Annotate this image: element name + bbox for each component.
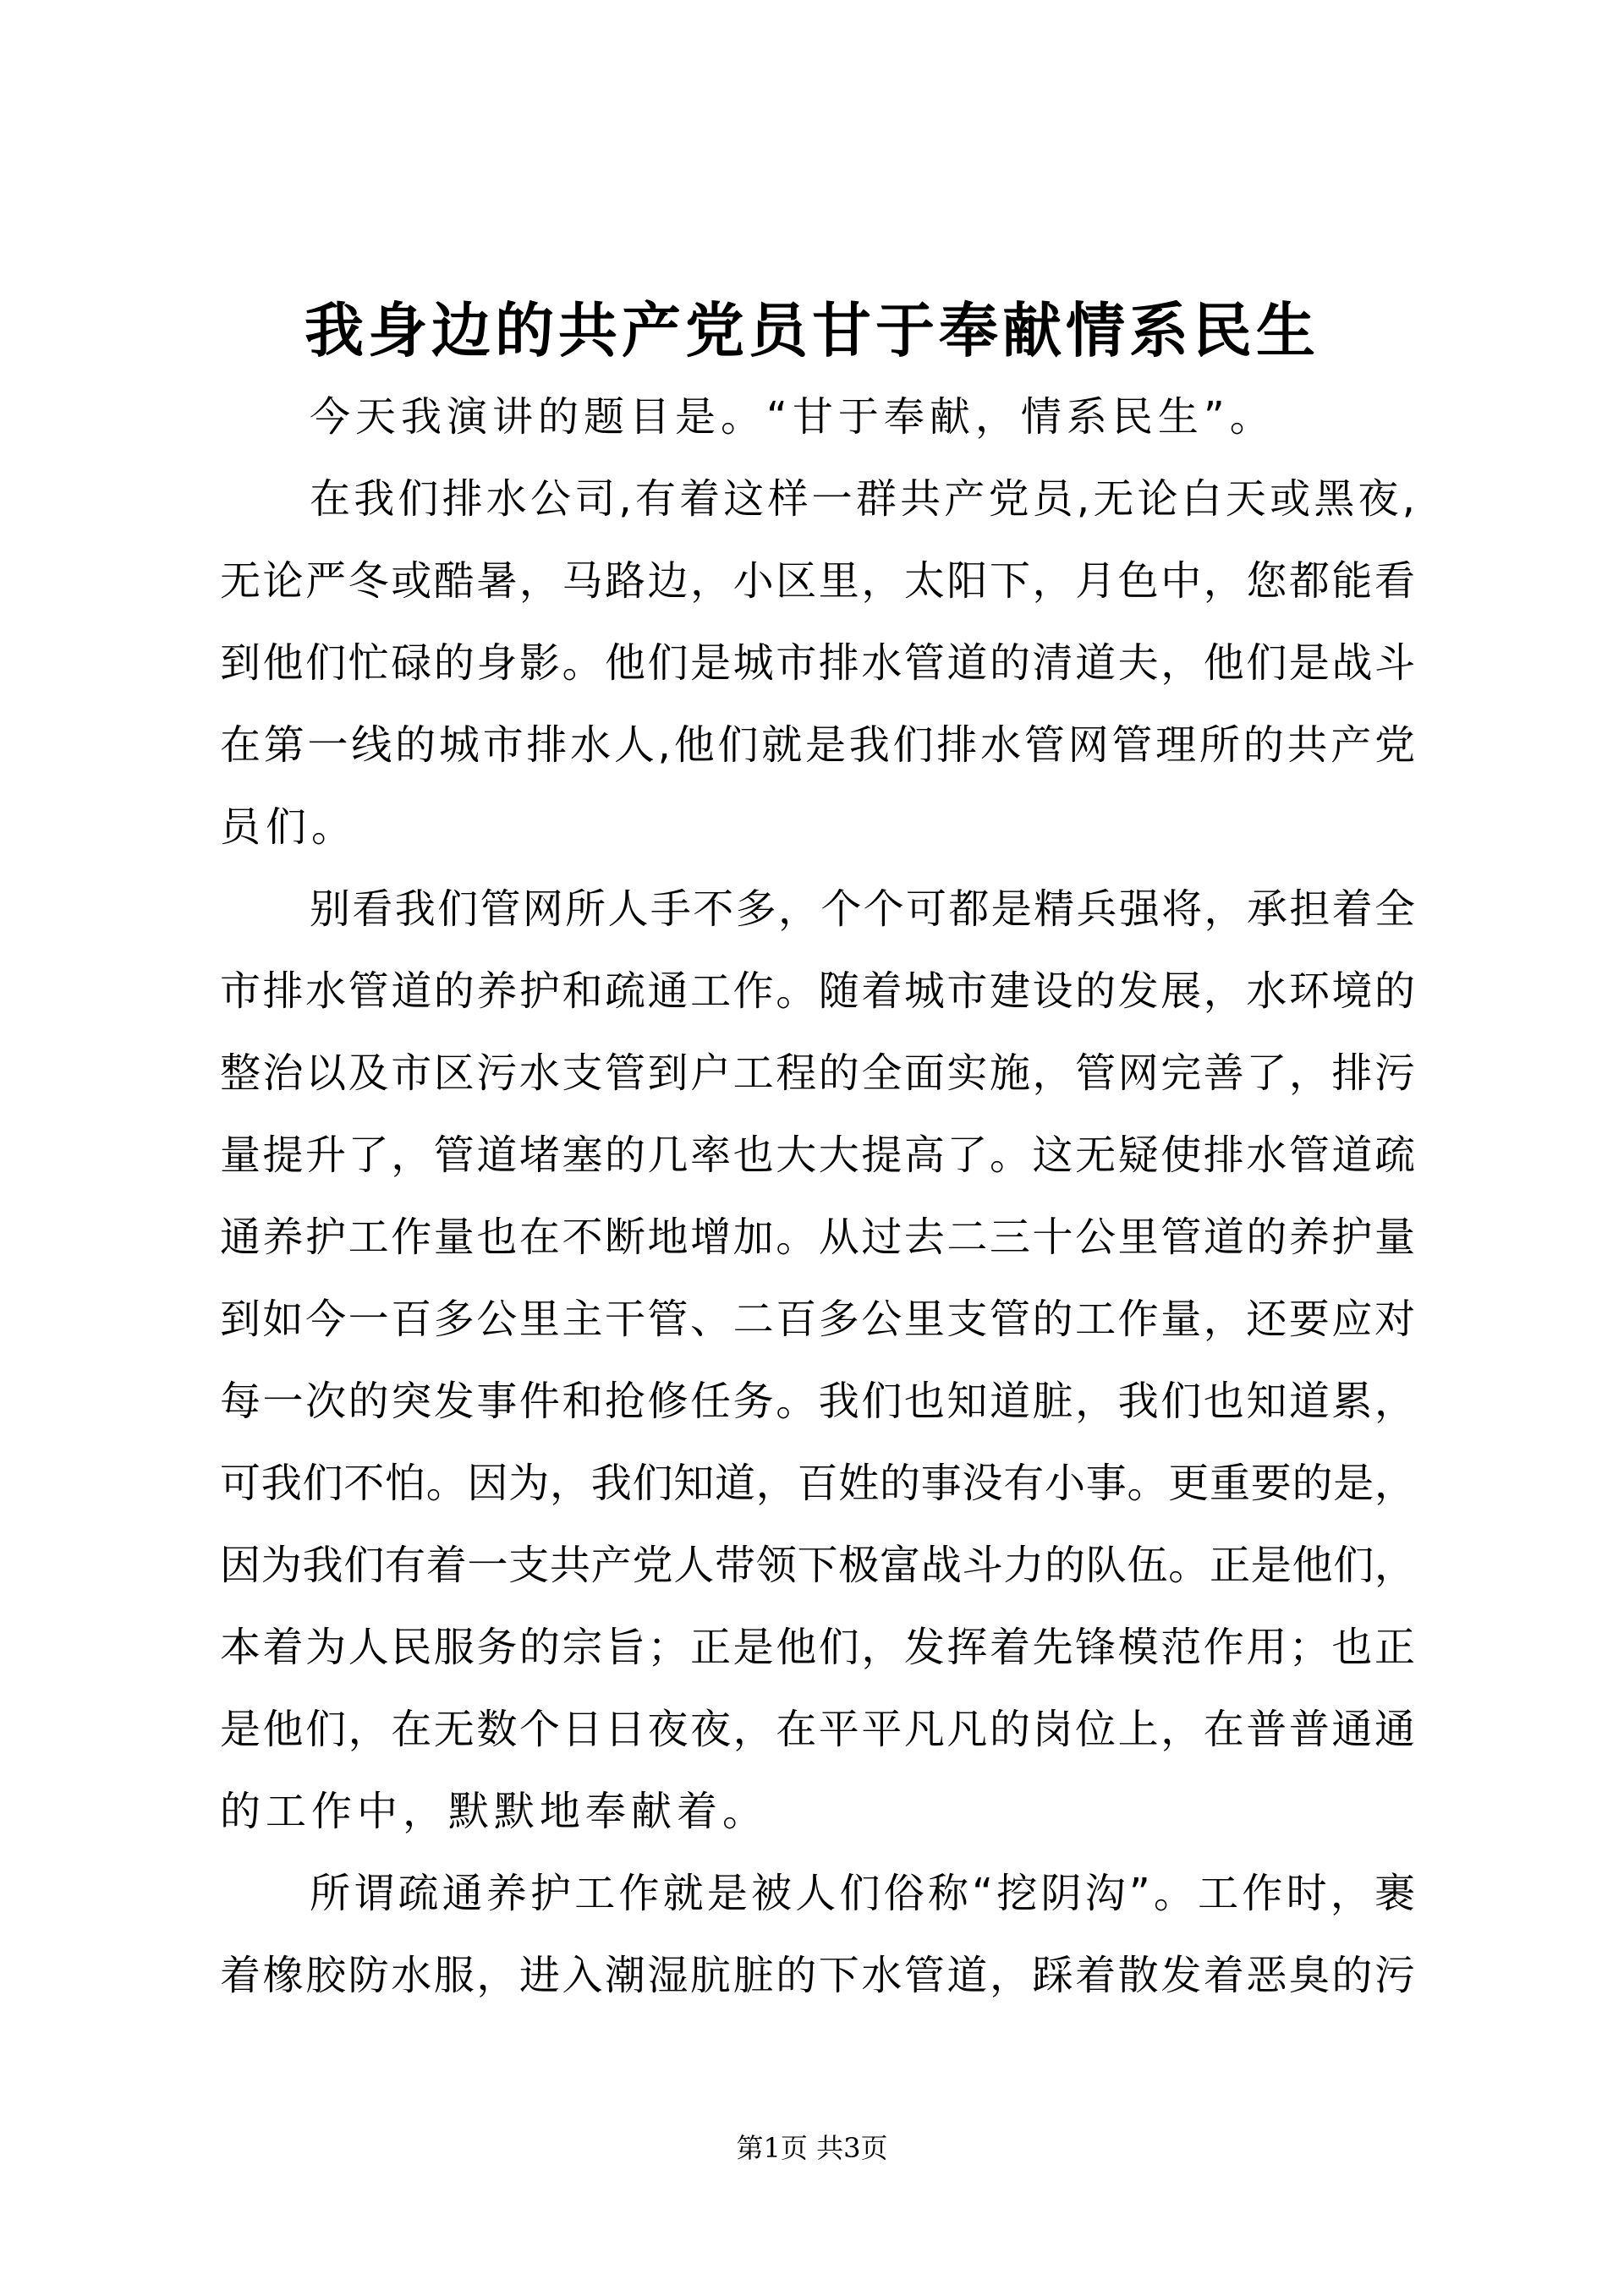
paragraph-line: 因为我们有着一支共产党人带领下极富战斗力的队伍。正是他们， [220,1542,1415,1589]
paragraph-line: 到他们忙碌的身影。他们是城市排水管道的清道夫，他们是战斗 [220,639,1415,687]
page-footer: 第1页 共3页 [736,2132,888,2164]
paragraph-line: 别看我们管网所人手不多，个个可都是精兵强将，承担着全 [310,885,1415,933]
paragraph-line: 市排水管道的养护和疏通工作。随着城市建设的发展，水环境的 [220,967,1415,1015]
paragraph-line: 所谓疏通养护工作就是被人们俗称“挖阴沟”。工作时，裹 [310,1870,1415,1917]
paragraph-line: 在第一线的城市排水人,他们就是我们排水管网管理所的共产党 [220,721,1415,769]
paragraph [220,376,1415,458]
paragraph-line: 的工作中，默默地奉献着。 [220,1788,769,1835]
paragraph-line: 每一次的突发事件和抢修任务。我们也知道脏，我们也知道累， [220,1378,1415,1425]
paragraph-line: 整治以及市区污水支管到户工程的全面实施，管网完善了，排污 [220,1049,1415,1097]
paragraph-line: 是他们，在无数个日日夜夜，在平平凡凡的岗位上，在普普通通 [220,1706,1415,1753]
paragraph-line: 今天我演讲的题目是。“甘于奉献，情系民生”。 [310,393,1276,441]
paragraph-line: 量提升了，管道堵塞的几率也大大提高了。这无疑使排水管道疏 [220,1132,1415,1179]
paragraph-line: 着橡胶防水服，进入潮湿肮脏的下水管道，踩着散发着恶臭的污 [220,1952,1415,1999]
paragraph-line: 在我们排水公司,有着这样一群共产党员,无论白天或黑夜, [310,475,1415,523]
paragraph-line: 可我们不怕。因为，我们知道，百姓的事没有小事。更重要的是， [220,1460,1415,1507]
paragraph [220,458,1415,869]
paragraph-line: 通养护工作量也在不断地增加。从过去二三十公里管道的养护量 [220,1214,1415,1261]
paragraph-line: 无论严冬或酷暑，马路边，小区里，太阳下，月色中，您都能看 [220,557,1415,605]
paragraph-line: 本着为人民服务的宗旨；正是他们，发挥着先锋模范作用；也正 [220,1624,1415,1671]
paragraph-line: 员们。 [220,803,358,851]
paragraph [220,1853,1415,2017]
paragraph [220,869,1415,1853]
document-title: 我身边的共产党员甘于奉献情系民生 [304,295,1320,365]
paragraph-line: 到如今一百多公里主干管、二百多公里支管的工作量，还要应对 [220,1296,1415,1343]
document-body [220,376,1415,2017]
